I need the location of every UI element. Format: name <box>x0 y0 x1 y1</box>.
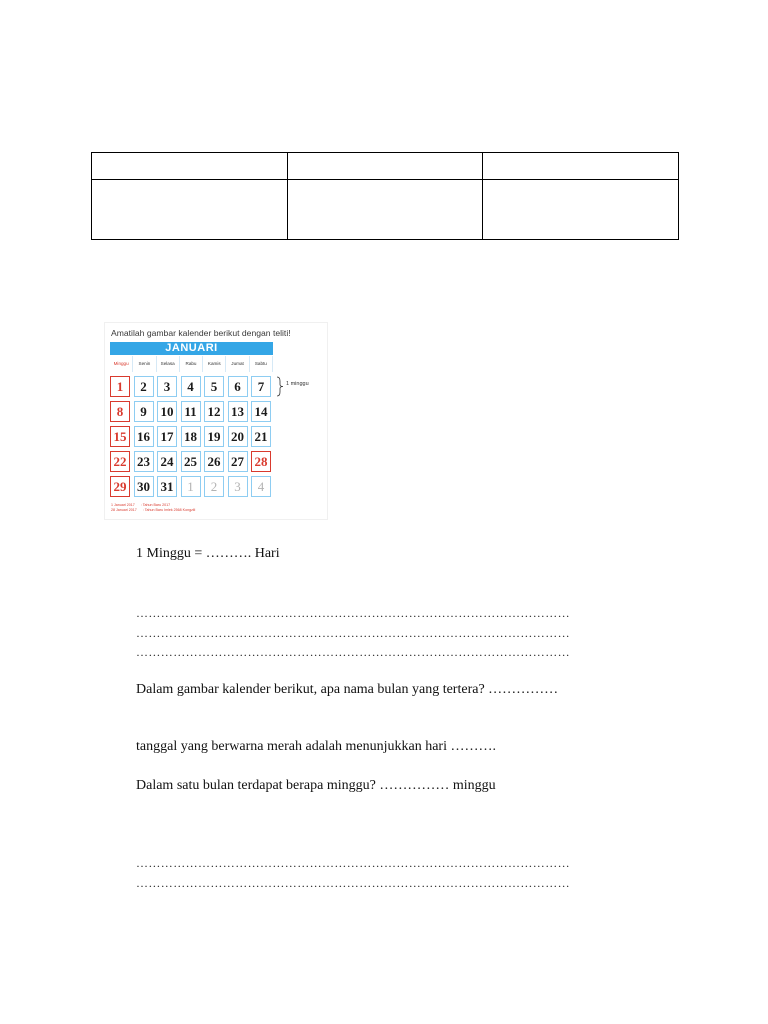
calendar-date-cell: 10 <box>157 401 177 422</box>
calendar-date-cell: 2 <box>134 376 154 397</box>
calendar-date-cell: 23 <box>134 451 154 472</box>
calendar-date-cell: 9 <box>134 401 154 422</box>
calendar-date-cell: 5 <box>204 376 224 397</box>
calendar-date-cell: 4 <box>251 476 271 497</box>
answer-line[interactable]: …………………………………………………………………………………………… <box>136 645 570 659</box>
question-2: Dalam gambar kalender berikut, apa nama bulan yang tertera? …………… <box>136 682 559 697</box>
calendar-date-cell: 1 <box>110 376 130 397</box>
calendar-date-cell: 22 <box>110 451 130 472</box>
calendar-date-cell: 27 <box>228 451 248 472</box>
calendar-day-names <box>110 356 273 372</box>
calendar-date-cell: 13 <box>228 401 248 422</box>
brace-icon <box>276 376 284 397</box>
question-3: tanggal yang berwarna merah adalah menunjukkan hari ………. <box>136 739 496 754</box>
calendar-date-cell: 12 <box>204 401 224 422</box>
table-cell <box>287 180 483 240</box>
calendar-date-cell: 21 <box>251 426 271 447</box>
day-name: Kamis <box>203 356 226 372</box>
calendar-date-cell: 17 <box>157 426 177 447</box>
day-name: Selasa <box>157 356 180 372</box>
calendar-notes <box>111 503 195 513</box>
calendar-month-title: JANUARI <box>110 342 273 355</box>
calendar-date-cell: 30 <box>134 476 154 497</box>
table-cell <box>92 180 288 240</box>
answer-line[interactable]: …………………………………………………………………………………………… <box>136 606 570 620</box>
calendar-date-cell: 3 <box>228 476 248 497</box>
day-name: Senin <box>133 356 156 372</box>
calendar-date-cell: 19 <box>204 426 224 447</box>
calendar-image <box>104 322 328 520</box>
calendar-date-cell: 15 <box>110 426 130 447</box>
calendar-date-cell: 14 <box>251 401 271 422</box>
calendar-date-cell: 1 <box>181 476 201 497</box>
calendar-date-cell: 24 <box>157 451 177 472</box>
calendar-note-text: 1 Januari 2017 <box>111 503 135 507</box>
table-cell <box>483 153 679 180</box>
header-table <box>91 152 679 240</box>
question-1: 1 Minggu = ………. Hari <box>136 546 280 561</box>
calendar-note <box>111 508 195 513</box>
calendar-date-cell: 28 <box>251 451 271 472</box>
calendar-date-cell: 29 <box>110 476 130 497</box>
calendar-instruction: Amatilah gambar kalender berikut dengan teliti! <box>111 328 291 338</box>
calendar-date-cell: 2 <box>204 476 224 497</box>
week-label: 1 minggu <box>286 381 309 387</box>
calendar-date-cell: 18 <box>181 426 201 447</box>
table-cell <box>92 153 288 180</box>
calendar-note-text: : Tahun Baru Imlek 2568 Kongzili <box>142 508 196 512</box>
answer-line[interactable]: …………………………………………………………………………………………… <box>136 626 570 640</box>
calendar-note-text: 28 Januari 2017 <box>111 508 137 512</box>
calendar-date-cell: 31 <box>157 476 177 497</box>
calendar-date-cell: 4 <box>181 376 201 397</box>
day-name: Sabtu <box>250 356 273 372</box>
table-cell <box>287 153 483 180</box>
calendar-date-cell: 11 <box>181 401 201 422</box>
calendar-date-cell: 26 <box>204 451 224 472</box>
calendar-date-cell: 3 <box>157 376 177 397</box>
calendar-date-cell: 16 <box>134 426 154 447</box>
calendar-date-cell: 7 <box>251 376 271 397</box>
answer-line[interactable]: …………………………………………………………………………………………… <box>136 876 570 890</box>
calendar-note-text: : Tahun Baru 2017 <box>140 503 171 507</box>
calendar-date-cell: 6 <box>228 376 248 397</box>
day-name: Jumat <box>226 356 249 372</box>
day-name: Minggu <box>110 356 133 372</box>
question-4: Dalam satu bulan terdapat berapa minggu? …………… minggu <box>136 778 496 793</box>
answer-line[interactable]: …………………………………………………………………………………………… <box>136 856 570 870</box>
day-name: Rabu <box>180 356 203 372</box>
calendar-date-cell: 25 <box>181 451 201 472</box>
table-cell <box>483 180 679 240</box>
calendar-date-cell: 8 <box>110 401 130 422</box>
calendar-date-cell: 20 <box>228 426 248 447</box>
calendar-date-grid <box>110 376 273 497</box>
